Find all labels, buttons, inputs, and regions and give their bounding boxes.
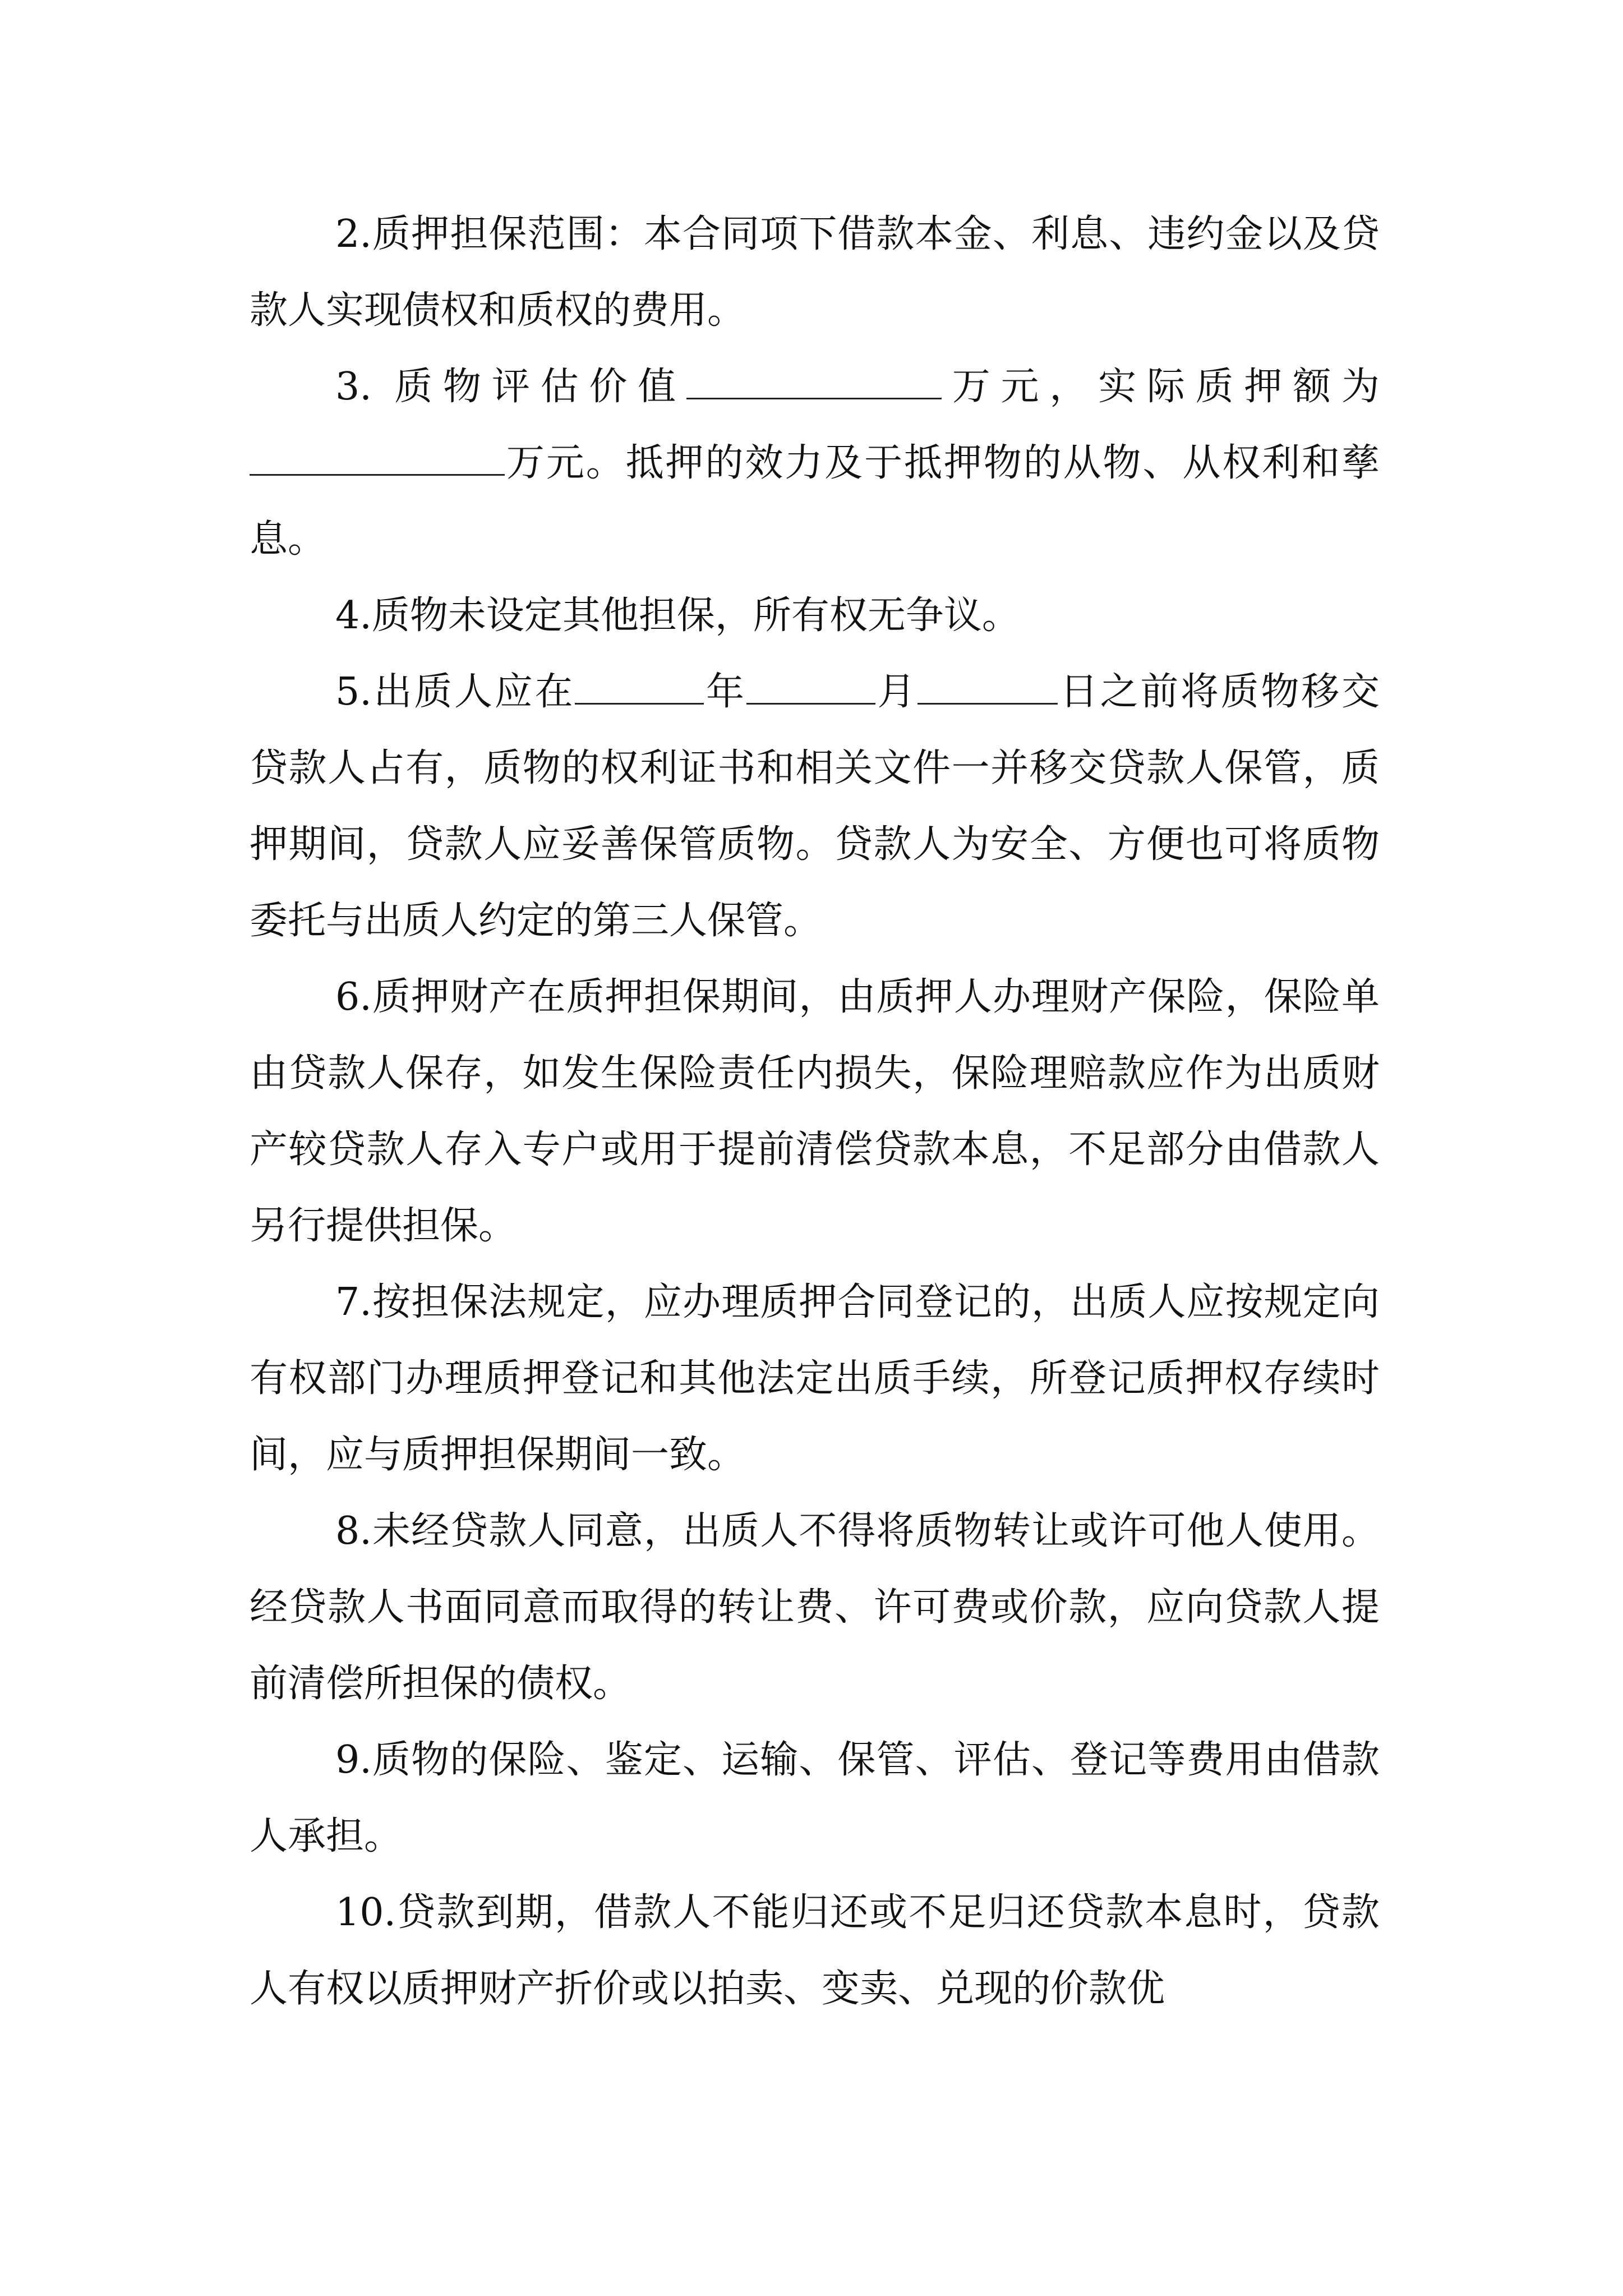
clause-5-text-d: 日之前将质物移交贷款人占有，质物的权利证书和相关文件一并移交贷款人保管，质押期间，贷款人应妥善保管质物。贷款人为安全、方便也可将质物委托与出质人约定的第三人保管。 <box>250 670 1380 943</box>
clause-6: 6.质押财产在质押担保期间，由质押人办理财产保险，保险单由贷款人保存，如发生保险责任内损失，保险理赔款应作为出质财产较贷款人存入专户或用于提前清偿贷款本息，不足部分由借款人另行提供担保。 <box>250 975 1380 1248</box>
clause-9: 9.质物的保险、鉴定、运输、保管、评估、登记等费用由借款人承担。 <box>250 1738 1380 1858</box>
clause-3-text-b: 万元，实际质押额为 <box>941 365 1380 409</box>
clause-5-text-a: 5.出质人应在 <box>335 670 575 714</box>
clause-8: 8.未经贷款人同意，出质人不得将质物转让或许可他人使用。经贷款人书面同意而取得的转让费、许可费或价款，应向贷款人提前清偿所担保的债权。 <box>250 1509 1380 1706</box>
contract-body <box>250 196 1380 2027</box>
clause-7: 7.按担保法规定，应办理质押合同登记的，出质人应按规定向有权部门办理质押登记和其他法定出质手续，所登记质押权存续时间，应与质押担保期间一致。 <box>250 1280 1380 1477</box>
clause-5-month-label: 月 <box>875 670 918 714</box>
pledge-amount-blank[interactable] <box>250 440 505 476</box>
clause-2: 2.质押担保范围：本合同项下借款本金、利息、违约金以及贷款人实现债权和质权的费用。 <box>250 212 1380 333</box>
day-blank[interactable] <box>917 669 1058 705</box>
month-blank[interactable] <box>746 669 875 705</box>
valuation-amount-blank[interactable] <box>686 364 942 399</box>
clause-10: 10.贷款到期，借款人不能归还或不足归还贷款本息时，贷款人有权以质押财产折价或以拍卖、变卖、兑现的价款优 <box>250 1890 1380 2011</box>
clause-3-text-c: 万元。抵押的效力及于抵押物的从物、从权利和孳息。 <box>250 441 1380 562</box>
year-blank[interactable] <box>575 669 704 705</box>
clause-5 <box>250 654 1380 959</box>
clause-4: 4.质物未设定其他担保，所有权无争议。 <box>335 593 1020 638</box>
clause-3-text-a: 3. 质物评估价值 <box>335 365 686 409</box>
clause-5-year-label: 年 <box>704 670 746 714</box>
clause-3 <box>250 349 1380 578</box>
